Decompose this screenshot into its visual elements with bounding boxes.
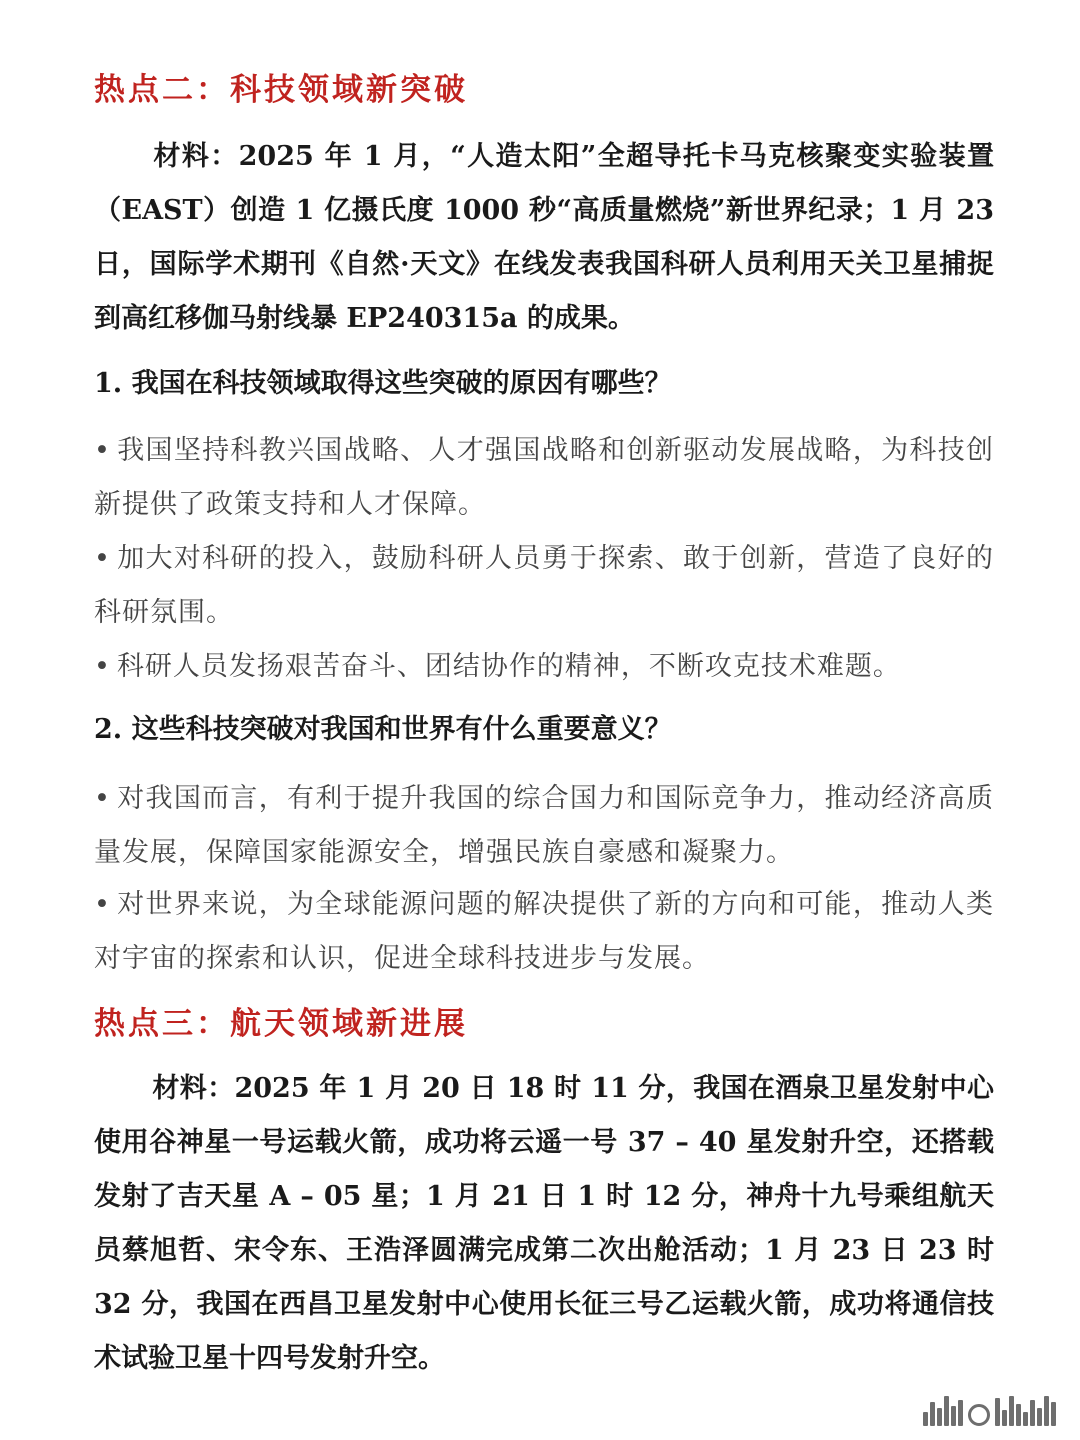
hotspot3-heading: 热点三：航天领域新进展 [94,1006,468,1042]
q2-answer-1: • 对我国而言，有利于提升我国的综合国力和国际竞争力，推动经济高质量发展，保障国家能源安全，增强民族自豪感和凝聚力。 [94,783,994,868]
hotspot3-material: 材料：2025 年 1 月 20 日 18 时 11 分，我国在酒泉卫星发射中心使用谷神星一号运载火箭，成功将云遥一号 37 – 40 星发射升空，还搭载发射了吉天星 A – 05 星；1 月 21 日 1 时 12 分，神舟十九号乘组航天员蔡旭哲、宋令东、王浩泽圆满完成第二次出舱活动；1 月 23 日 23 时 32 分，我国在西昌卫星发射中心使用长征三号乙运载火箭，成功将通信技术试验卫星十四号发射升空。 [94,1073,994,1374]
q1-answer-3: • 科研人员发扬艰苦奋斗、团结协作的精神，不断攻克技术难题。 [94,651,901,682]
watermark-logo-icon [923,1390,1056,1426]
hotspot2-material: 材料：2025 年 1 月，“人造太阳”全超导托卡马克核聚变实验装置（EAST）创造 1 亿摄氏度 1000 秒“高质量燃烧”新世界纪录；1 月 23 日，国际学术期刊《自然·天文》在线发表我国科研人员利用天关卫星捕捉到高红移伽马射线暴 EP240315a 的成果。 [94,141,994,334]
question-1: 1. 我国在科技领域取得这些突破的原因有哪些？ [94,368,672,399]
q1-answer-1: • 我国坚持科教兴国战略、人才强国战略和创新驱动发展战略，为科技创新提供了政策支持和人才保障。 [94,435,994,520]
q2-answer-2: • 对世界来说，为全球能源问题的解决提供了新的方向和可能，推动人类对宇宙的探索和认识，促进全球科技进步与发展。 [94,889,994,974]
hotspot2-heading: 热点二：科技领域新突破 [94,72,468,108]
question-2: 2. 这些科技突破对我国和世界有什么重要意义？ [94,714,672,745]
q1-answer-2: • 加大对科研的投入，鼓励科研人员勇于探索、敢于创新，营造了良好的科研氛围。 [94,543,994,628]
